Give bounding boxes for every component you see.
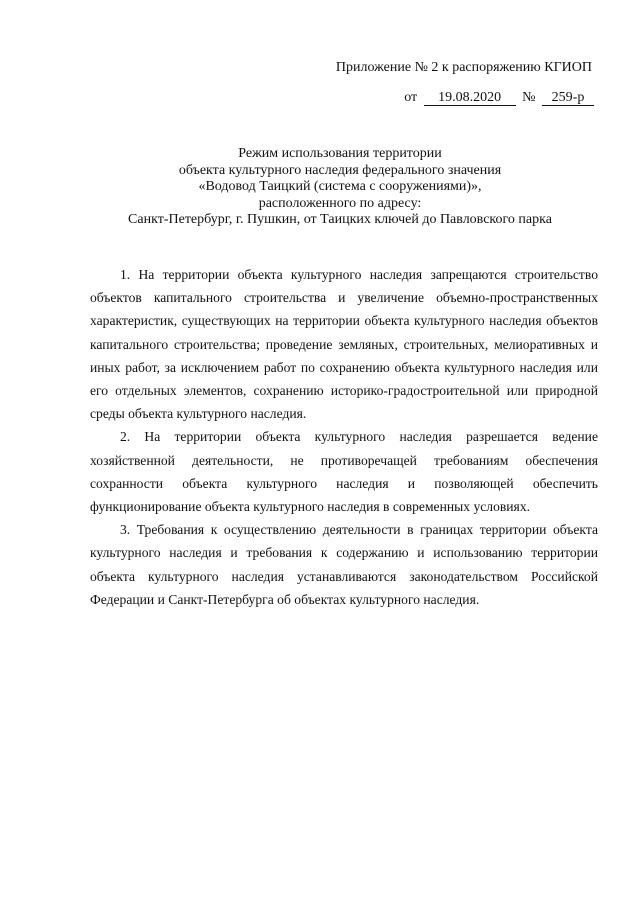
title-line: расположенного по адресу: <box>258 195 422 211</box>
title-line: объекта культурного наследия федерального значения <box>178 162 502 178</box>
paragraph-2: 2. На территории объекта культурного наследия разрешается ведение хозяйственной деятельности, не противоречащей требованиям обеспечения сохранности объекта культурного наследия и позволяющей обеспечить функционирование объекта культурного наследия в современных условиях. <box>90 429 598 515</box>
order-date-line <box>401 90 594 106</box>
order-date: 19.08.2020 <box>424 90 516 106</box>
appendix-heading: Приложение № 2 к распоряжению КГИОП <box>335 60 592 75</box>
paragraph-1: 1. На территории объекта культурного наследия запрещаются строительство объектов капитального строительства и увеличение объемно-пространственных характеристик, существующих на территории объекта культурного наследия объектов капитального строительства; проведение земляных, строительных, мелиоративных и иных работ, за исключением работ по сохранению объекта культурного наследия или его отдельных элементов, сохранению историко-градостроительной или природной среды объекта культурного наследия. <box>90 267 598 422</box>
title-line: Режим использования территории <box>238 146 442 161</box>
paragraph-3: 3. Требования к осуществлению деятельности в границах территории объекта культурного наследия и требования к содержанию и использованию территории объекта культурного наследия устанавливаются законодательством Российской Федерации и Санкт-Петербурга об объектах культурного наследия. <box>90 522 598 607</box>
document-title <box>90 146 590 229</box>
order-number: 259-р <box>542 90 594 106</box>
title-line: Санкт-Петербург, г. Пушкин, от Таицких ключей до Павловского парка <box>128 212 552 227</box>
document-body <box>90 263 598 611</box>
number-label: № <box>522 90 536 105</box>
from-label: от <box>404 90 418 105</box>
title-line: «Водовод Таицкий (система с сооружениями)», <box>198 179 482 194</box>
